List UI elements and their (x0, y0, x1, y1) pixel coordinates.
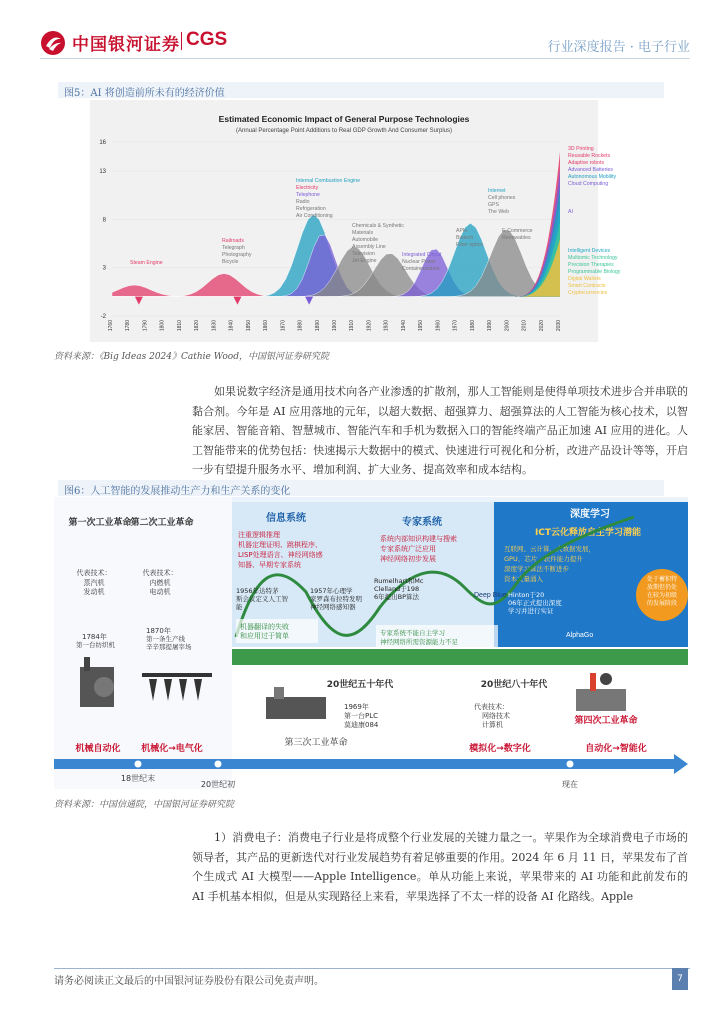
diagram-text-line: 机器定理证明、跳棋程序、 (238, 541, 322, 549)
chart-annotation: Multiomic Technology (568, 255, 618, 261)
timeline-dot-20c (214, 760, 222, 768)
diagram-text-line: 网络技术 (482, 712, 510, 720)
rev3-tech (482, 711, 510, 729)
figure-5-caption: 图5：AI 将创造前所未有的经济价值 (58, 82, 664, 98)
diagram-text-line: 莫迪康084 (344, 721, 379, 729)
chart-annotation: Electricity (296, 185, 319, 191)
negative-impact-marker (135, 297, 143, 305)
event-deep-blue: Deep Blue (474, 592, 507, 599)
figure-6-caption: 图6：人工智能的发展推动生产力和生产关系的变化 (58, 480, 664, 496)
chart-annotation: Materials (352, 230, 374, 236)
chart-annotation: Autonomous Mobility (568, 174, 617, 180)
chart-annotation: Radio (296, 199, 310, 205)
logo-english-name: CGS (186, 29, 228, 50)
page-header (0, 0, 724, 60)
chart-annotation: Chemicals & Synthetic (352, 223, 404, 229)
report-title: 行业深度报告 · 电子行业 (547, 40, 690, 55)
time-18c: 18世纪末 (120, 774, 156, 783)
rev4-title: 第四次工业革命 (574, 716, 638, 726)
chart-annotation: Air Conditioning (296, 213, 333, 219)
x-tick-label: 2000 (504, 320, 511, 332)
rev1-event: 第一台纺织机 (76, 641, 115, 649)
chart-annotation: Fiber optics (456, 242, 483, 248)
diagram-text-line: 资本大量涌入 (504, 575, 543, 583)
y-tick-label: 13 (99, 169, 106, 175)
stage-expert-title: 专家系统 (402, 517, 442, 528)
diagram-text-line: 第一条生产线 (146, 635, 185, 643)
stage-deep-desc: ICT云化释放自主学习潜能 (534, 528, 642, 538)
x-tick-label: 1790 (142, 320, 149, 332)
chart-annotation: Bicycle (222, 259, 239, 265)
x-tick-label: 1870 (280, 320, 287, 332)
body-paragraph-2: 1）消费电子：消费电子行业是将成整个行业发展的关键力量之一。苹果作为全球消费电子市场的领导者，其产品的更新迭代对行业发展趋势有着足够重要的作用。2024 年 6 月 11 日，苹果发布了首个生成式 AI 大模型——Apple Intelligence。单从功能上来说，苹果带来的 AI 功能和此前发布的 AI 手机基本相似，但是从实现路径上来看，苹果选择了不太一样的设备 AI 化路线。Apple (192, 831, 688, 903)
logo-divider (181, 32, 182, 50)
x-tick-label: 1970 (452, 320, 459, 332)
figure-6-source: 资料来源：中国信通院，中国银河证券研究院 (54, 800, 235, 810)
cgs-logo-icon (40, 30, 66, 56)
chart-annotation: Telephone (296, 192, 320, 198)
event-1956: 1956年达特茅斯会议定义人工智能 (236, 587, 288, 611)
page-number: 7 (672, 968, 688, 990)
x-tick-label: 1760 (108, 320, 114, 332)
ai-diagram-svg (54, 497, 688, 789)
robot-arm-icon (576, 673, 626, 711)
footer-divider (54, 968, 690, 969)
chart-annotation: Renewables (502, 235, 531, 241)
ai-industrial-revolution-diagram (54, 497, 688, 789)
event-1957: 1957年心理学家罗森布拉特发明神经网络感知器 (310, 587, 362, 611)
chart-subtitle: (Annual Percentage Point Additions to Real GDP Growth And Consumer Surplus) (235, 128, 453, 134)
decade-80s: 20世纪八十年代 (480, 680, 548, 690)
chart-annotation: AI (568, 209, 573, 215)
rev3-event (344, 711, 379, 729)
diagram-text-line: 机器翻译的失败 (240, 623, 289, 631)
x-tick-label: 1810 (176, 320, 183, 332)
x-tick-label: 2020 (538, 320, 545, 332)
diagram-text-line: 第一台PLC (344, 712, 379, 720)
diagram-text-line: 深度学习算法不断进步 (504, 565, 569, 573)
x-tick-label: 1860 (263, 320, 270, 332)
x-tick-label: 1840 (228, 320, 235, 332)
diagram-text-line: LISP处理语言、神经网络感 (238, 551, 323, 559)
y-tick-label: -2 (100, 314, 106, 320)
rev1-tech-label: 代表技术： (76, 569, 112, 577)
event-2006: Hinton于20 06年正式提出深度学习并进行实证 (508, 591, 562, 615)
chart-annotation: Cloud Computing (568, 181, 609, 187)
plc-machine-icon (266, 687, 326, 719)
chart-annotation: The Web (488, 209, 509, 215)
x-tick-label: 1780 (125, 320, 132, 332)
rev3-title: 第三次工业革命 (284, 738, 348, 748)
figure-5-source: 资料来源：《Big Ideas 2024》Cathie Wood，中国银河证券研究院 (54, 352, 329, 362)
label-intelligentization: 自动化→智能化 (585, 744, 647, 754)
rev3-year: 1969年 (344, 703, 369, 711)
diagram-text-line: 专家系统广泛应用 (380, 545, 436, 553)
negative-impact-marker (305, 297, 313, 305)
chart-annotation: Refrigeration (296, 206, 326, 212)
chart-annotation: Precision Therapies (568, 262, 614, 268)
chart-annotation: Advanced Batteries (568, 167, 613, 173)
decade-50s: 20世纪五十年代 (326, 680, 394, 690)
x-tick-label: 1980 (469, 320, 476, 332)
x-tick-label: 1850 (245, 320, 252, 332)
diagram-text-line: 知器、早期专家系统 (238, 561, 301, 569)
x-tick-label: 1820 (194, 320, 201, 332)
x-tick-label: 1990 (487, 320, 494, 332)
diagram-text-line: 辛辛那提屠宰场 (146, 643, 192, 651)
logo-chinese-name: 中国银河证券 (72, 35, 180, 55)
economic-impact-chart (90, 100, 621, 342)
chart-annotation: Digital Wallets (568, 276, 601, 282)
chart-annotation: Internet (488, 188, 506, 194)
x-tick-label: 1920 (366, 320, 373, 332)
time-20c: 20世纪初 (200, 780, 236, 789)
rev3-tech-label: 代表技术： (474, 703, 509, 711)
chart-annotation: Programmable Biology (568, 269, 621, 275)
chart-annotation: Telegraph (222, 245, 245, 251)
x-tick-label: 1940 (400, 320, 407, 332)
x-tick-label: 2010 (521, 320, 528, 332)
economic-impact-chart-svg (90, 100, 621, 342)
x-tick-label: 1950 (418, 320, 425, 332)
chart-annotation: Adaptive robots (568, 160, 605, 166)
bottom-timeline-arrow (674, 754, 688, 774)
chart-annotation: Internal Combustion Engine (296, 178, 361, 184)
body-paragraph-1: 如果说数字经济是通用技术向各产业渗透的扩散剂，那人工智能则是使得单项技术进步合并串联的黏合剂。今年是 AI 应用落地的元年，以超大数据、超强算力、超强算法的人工智能为核心技术，以智能家居、智能音箱、智慧城市、智能汽车和手机为数据入口的智能终端产品正加速 AI 应用的进化。人工智能带来的优势包括：快速揭示大数据中的模式、快速进行可视化和分析，改进产品设计等等，开启一步有望提升服务水平、增加利润、扩大业务、提高效率和成本结构。 (192, 385, 688, 476)
x-tick-label: 1900 (332, 320, 338, 332)
chart-annotation: Cell phones (488, 195, 516, 201)
chart-annotation: Television (352, 251, 375, 257)
chart-annotation: Biotech (456, 235, 474, 241)
stage-deep-title: 深度学习 (570, 509, 610, 520)
footer-disclaimer: 请务必阅读正文最后的中国银河证券股份有限公司免责声明。 (54, 976, 324, 987)
chart-annotation: Containerization (402, 266, 440, 272)
chart-annotation: Jet Engine (352, 258, 377, 264)
label-electrification: 机械化→电气化 (141, 744, 203, 754)
diagram-text-line: 电动机 (149, 588, 171, 596)
chart-annotation: Reusable Rockets (568, 153, 611, 159)
x-tick-label: 1960 (435, 320, 442, 332)
chart-annotation: Integrated Circuit (402, 252, 442, 258)
rev1-year: 1784年 (82, 633, 107, 641)
event-1986: Rumelhart和Mc Clelland于198 6年提出BP算法 (374, 577, 424, 601)
header-divider (40, 58, 690, 59)
rev2-tech-label: 代表技术： (142, 569, 178, 577)
chart-title: Estimated Economic Impact of General Purpose Technologies (218, 114, 470, 124)
chart-annotation: Photography (222, 252, 252, 258)
label-mechanization: 机械自动化 (75, 744, 121, 754)
diagram-text-line: 发动机 (83, 588, 105, 596)
diagram-text-line: 计算机 (482, 721, 503, 729)
x-tick-label: 1890 (314, 320, 321, 332)
event-alphago: AlphaGo (566, 632, 594, 639)
chart-annotation: GPS (488, 202, 499, 208)
chart-annotation: Steam Engine (130, 260, 163, 266)
chart-annotation: Railroads (222, 238, 244, 244)
rev2-year: 1870年 (146, 627, 171, 635)
chart-annotation: APIs (456, 228, 467, 234)
diagram-text-line: 在较为初级 (646, 592, 678, 599)
label-digitalization: 模拟化→数字化 (469, 744, 531, 754)
x-tick-label: 1930 (383, 320, 390, 332)
x-tick-label: 1830 (211, 320, 218, 332)
chart-annotation: 3D Printing (568, 146, 594, 152)
chart-annotation: Assembly Line (352, 244, 386, 250)
chart-annotation: Nuclear Power (402, 259, 437, 265)
diagram-text-line: 和应用过于简单 (240, 632, 289, 640)
y-tick-label: 3 (102, 265, 106, 272)
timeline-dot-18c (134, 760, 142, 768)
stage-info-title: 信息系统 (266, 513, 306, 524)
x-tick-label: 1910 (349, 320, 356, 332)
time-now: 现在 (562, 780, 578, 789)
y-tick-label: 16 (99, 140, 106, 146)
diagram-text-line: 互联网、云计算、大数据发展， (504, 545, 595, 553)
chart-annotation: Automobile (352, 237, 378, 243)
x-tick-label: 1800 (159, 320, 166, 332)
chart-annotation: Intelligent Devices (568, 248, 611, 254)
x-tick-label: 1880 (297, 320, 304, 332)
x-tick-label: 2030 (556, 320, 562, 332)
diagram-text-line: 专家系统不能自主学习 (380, 629, 445, 637)
diagram-text-line: 注重逻辑推理 (238, 531, 280, 539)
y-tick-label: 8 (102, 217, 106, 224)
ai-timeline-bar (232, 649, 688, 665)
diagram-text-line: 神经网络所需资源能力不足 (380, 638, 458, 646)
diagram-text-line: 蒸汽机 (83, 579, 105, 587)
diagram-text-line: 放期但仍处 (646, 584, 678, 591)
diagram-text-line: 内燃机 (149, 579, 171, 587)
rev2-title: 第二次工业革命 (130, 518, 194, 528)
negative-impact-marker (233, 297, 241, 305)
chart-annotation: E-Commerce (502, 228, 533, 234)
diagram-text-line: 的发展阶段 (646, 600, 678, 607)
diagram-text-line: 系统内部知识构建与搜索 (380, 535, 457, 543)
diagram-text-line: 神经网络初步发展 (380, 555, 436, 563)
diagram-text-line: GPU、芯片、软件能力提升 (504, 555, 583, 563)
timeline-dot-now (566, 760, 574, 768)
chart-annotation: Cryptocurrencies (568, 290, 608, 296)
rev1-title: 第一次工业革命 (68, 518, 132, 528)
diagram-text-line: 处于蓄积特 (646, 576, 678, 583)
chart-annotation: Smart Contracts (568, 283, 606, 289)
bottom-timeline-bar (54, 759, 674, 769)
